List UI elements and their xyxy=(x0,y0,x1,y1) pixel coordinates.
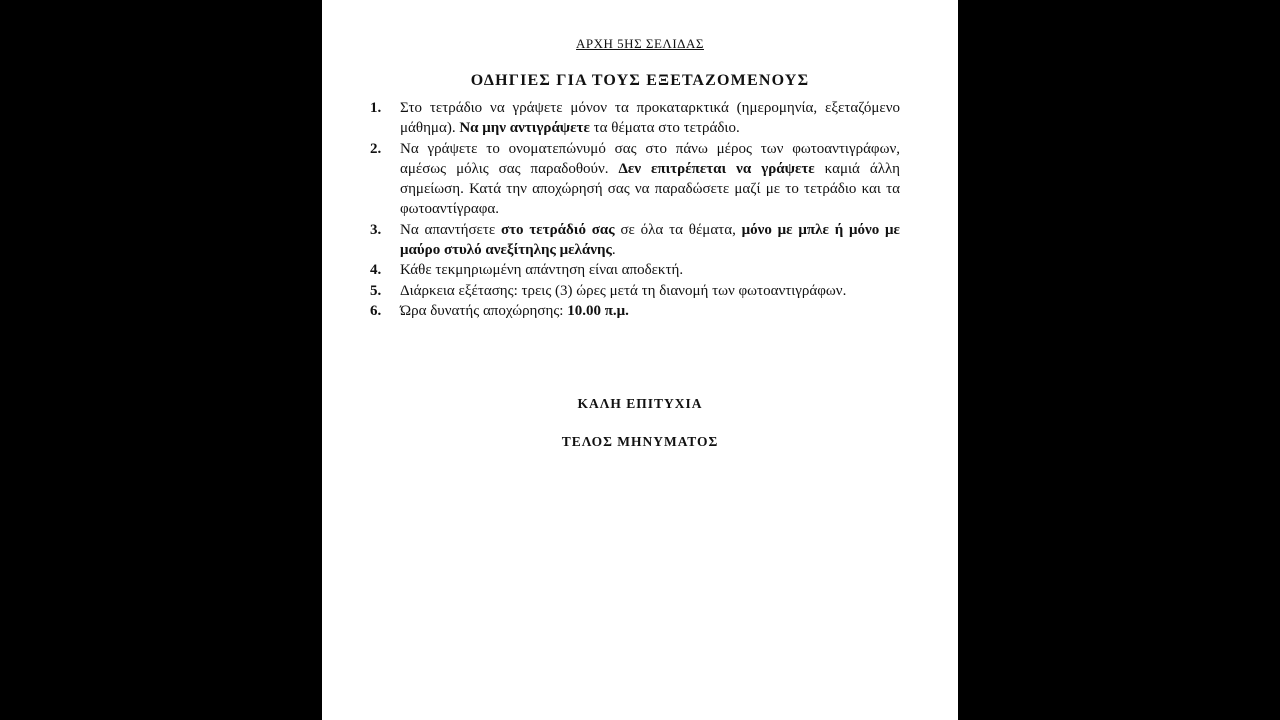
document-page xyxy=(322,0,958,720)
instruction-text: Να απαντήσετε xyxy=(400,221,501,238)
instruction-text: . xyxy=(611,242,616,259)
instruction-text: Ώρα δυνατής αποχώρησης: xyxy=(400,302,568,319)
end-message-text: ΤΕΛΟΣ ΜΗΝΥΜΑΤΟΣ xyxy=(561,434,719,449)
instruction-text: Να γράψετε το ονοματεπώνυμό σας στο πάνω μέρος των φωτοαντιγράφων, αμέσως μόλις σας παραδοθούν. xyxy=(400,140,900,177)
instruction-number: 6. xyxy=(370,302,382,319)
instruction-emphasis: στο τετράδιό σας xyxy=(500,221,615,238)
instruction-item xyxy=(370,260,900,280)
instructions-list xyxy=(370,98,900,321)
instruction-text: σε όλα τα θέματα, xyxy=(614,221,742,238)
instruction-emphasis: 10.00 π.μ. xyxy=(567,302,629,319)
good-luck-text: ΚΑΛΗ ΕΠΙΤΥΧΙΑ xyxy=(577,396,703,411)
instruction-number: 1. xyxy=(370,100,382,116)
instruction-item xyxy=(370,98,900,139)
instruction-text: Κάθε τεκμηριωμένη απάντηση είναι αποδεκτή. xyxy=(400,262,684,279)
instruction-item xyxy=(370,220,900,261)
instruction-number: 5. xyxy=(370,282,382,299)
instruction-item xyxy=(370,301,900,321)
instruction-item xyxy=(370,139,900,220)
instruction-item xyxy=(370,281,900,301)
instruction-number: 3. xyxy=(370,221,382,238)
page-header: ΑΡΧΗ 5ΗΣ ΣΕΛΙΔΑΣ xyxy=(576,36,704,51)
instruction-text: τα θέματα στο τετράδιο. xyxy=(589,120,740,137)
instruction-number: 2. xyxy=(370,140,382,157)
page-title: ΟΔΗΓΙΕΣ ΓΙΑ ΤΟΥΣ ΕΞΕΤΑΖΟΜΕΝΟΥΣ xyxy=(470,72,810,89)
instruction-emphasis: Να μην αντιγράψετε xyxy=(459,120,590,137)
instruction-text: Διάρκεια εξέτασης: τρεις (3) ώρες μετά τη διανομή των φωτοαντιγράφων. xyxy=(400,282,847,299)
instruction-text: καμιά άλλη σημείωση. Κατά την αποχώρησή σας να παραδώσετε μαζί με το τετράδιο και τα φωτοαντίγραφα. xyxy=(400,160,900,218)
instruction-emphasis: μόνο με μπλε ή μόνο με μαύρο στυλό ανεξίτηλης μελάνης xyxy=(400,221,900,259)
instruction-number: 4. xyxy=(370,262,382,279)
instruction-text: Στο τετράδιο να γράψετε μόνον τα προκαταρκτικά (ημερομηνία, εξεταζόμενο μάθημα). xyxy=(400,100,900,137)
instruction-emphasis: Δεν επιτρέπεται να γράψετε xyxy=(618,160,815,177)
